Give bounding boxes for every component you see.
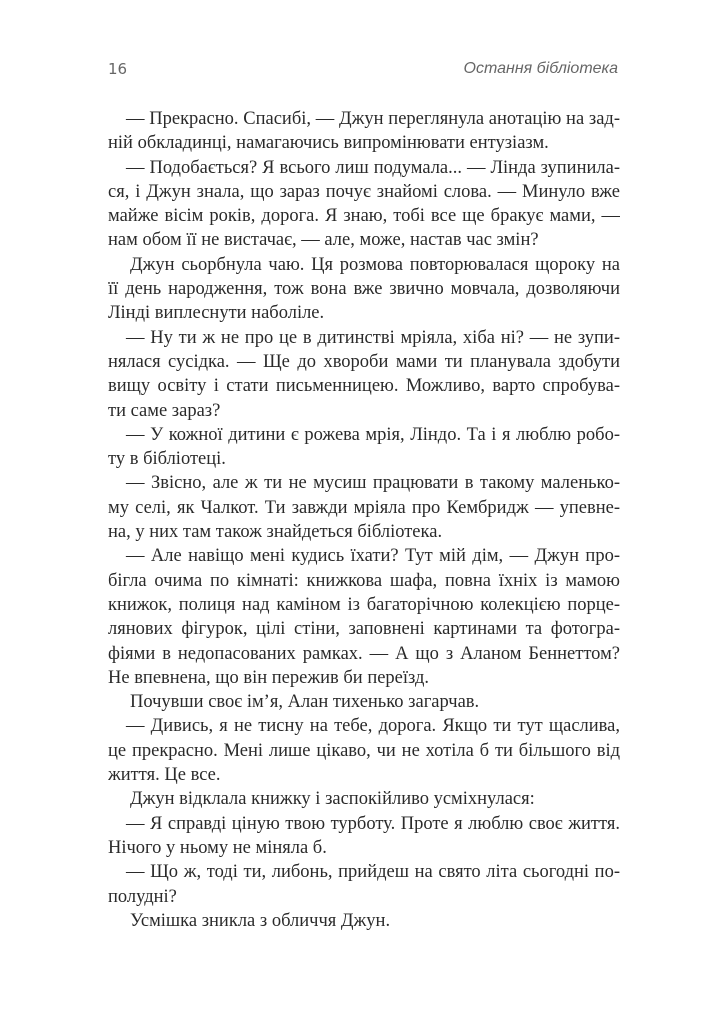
text-line: ти саме зараз? — [108, 400, 221, 421]
text-line: вищу освіту і стати письменницею. Можливо, варто спробува- — [108, 376, 620, 397]
text-line: — Звісно, але ж ти не мусиш працювати в такому маленько- — [126, 473, 620, 494]
text-line: — Прекрасно. Спасибі, — Джун переглянула анотацію на зад- — [126, 109, 620, 129]
text-line: на, у них там також знайдеться бібліотека. — [108, 522, 443, 543]
page-number: 16 — [108, 60, 128, 78]
text-line: — Ну ти ж не про це в дитинстві мріяла, хіба ні? — не зупи- — [126, 327, 620, 348]
text-line: ній обкладинці, намагаючись випромінювати ентузіазм. — [108, 133, 549, 154]
text-line: це прекрасно. Мені лише цікаво, чи не хотіла б ти більшого від — [108, 740, 620, 761]
running-title: Остання бібліотека — [463, 60, 618, 77]
text-line: Усмішка зникла з обличчя Джун. — [130, 910, 391, 931]
text-line: майже вісім років, дорога. Я знаю, тобі все ще бракує мами, — — [108, 206, 620, 227]
text-line: Не впевнена, що він пережив би переїзд. — [108, 667, 430, 688]
body-text — [108, 107, 620, 933]
text-line: життя. Це все. — [108, 765, 221, 786]
text-line: — Подобається? Я всього лиш подумала... — Лінда зупинила- — [126, 157, 620, 178]
text-line: Почувши своє ім’я, Алан тихенько загарчав. — [130, 692, 480, 713]
text-line: — Я справді ціную твою турботу. Проте я люблю своє життя. — [126, 813, 620, 834]
text-line: — У кожної дитини є рожева мрія, Ліндо. Та і я люблю робо- — [126, 424, 620, 445]
text-line: Нічого у ньому не міняла б. — [108, 837, 327, 858]
text-line: нялася сусідка. — Ще до хвороби мами ти планувала здобути — [108, 351, 620, 372]
text-line: — Але навіщо мені кудись їхати? Тут мій дім, — Джун про- — [126, 546, 620, 567]
text-line: — Дивись, я не тисну на тебе, дорога. Якщо ти тут щаслива, — [126, 716, 620, 737]
text-line: фіями в недопасованих рамках. — А що з Аланом Беннеттом? — [108, 643, 620, 664]
text-line: лянових фігурок, цілі стіни, заповнені картинами та фотогра- — [108, 619, 620, 640]
text-line: ту в бібліотеці. — [108, 449, 226, 470]
text-line: Лінді виплеснути наболіле. — [108, 303, 325, 324]
text-line: — Що ж, тоді ти, либонь, прийдеш на свято літа сьогодні по- — [126, 862, 620, 883]
text-line: Джун сьорбнула чаю. Ця розмова повторювалася щороку на — [130, 254, 620, 275]
text-line: полудні? — [108, 886, 177, 907]
text-line: ся, і Джун знала, що зараз почує знайомі слова. — Минуло вже — [108, 181, 620, 202]
text-line: бігла очима по кімнаті: книжкова шафа, повна їхніх із мамою — [108, 570, 620, 591]
text-line: її день народження, тож вона вже звично мовчала, дозволяючи — [108, 279, 620, 300]
text-line: нам обом її не вистачає, — але, може, настав час змін? — [108, 230, 539, 251]
text-line: Джун відклала книжку і заспокійливо усміхнулася: — [130, 789, 535, 810]
text-line: му селі, як Чалкот. Ти завжди мріяла про Кембридж — упевне- — [108, 497, 620, 518]
text-line: книжок, полиця над каміном із багаторічною колекцією порце- — [108, 594, 620, 615]
